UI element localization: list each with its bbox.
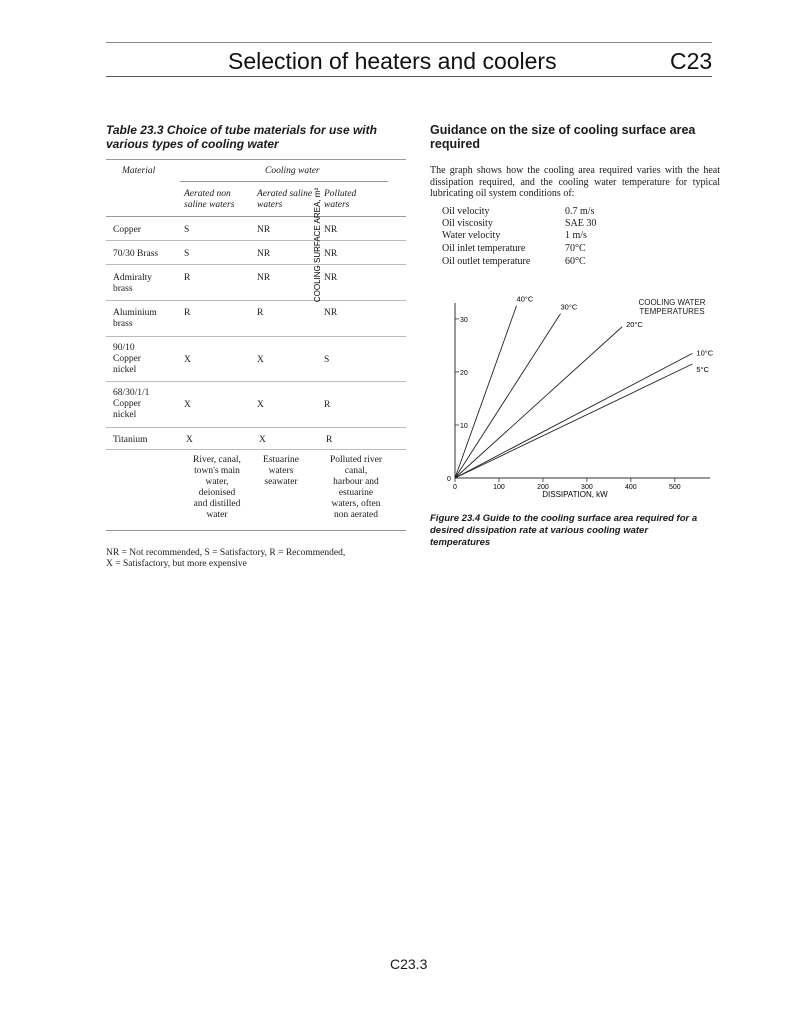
condition-label: Oil inlet temperature bbox=[442, 243, 526, 254]
rating-cell: S bbox=[324, 355, 330, 365]
x-tick-label: 100 bbox=[493, 484, 505, 491]
col-header-material: Material bbox=[122, 166, 156, 176]
series-line bbox=[455, 314, 561, 478]
rating-cell: X bbox=[184, 400, 191, 410]
x-tick-label: 0 bbox=[453, 484, 457, 491]
x-tick-label: 300 bbox=[581, 484, 593, 491]
page-number: C23.3 bbox=[390, 956, 428, 972]
series-label: 40°C bbox=[516, 294, 534, 304]
y-tick-label: 0 bbox=[447, 476, 451, 483]
series-label: 5°C bbox=[696, 364, 710, 374]
x-axis-label: DISSIPATION, kW bbox=[542, 490, 608, 499]
x-tick-label: 400 bbox=[625, 484, 637, 491]
col-header-polluted: Polluted waters bbox=[324, 189, 357, 210]
rating-cell: NR bbox=[324, 308, 338, 318]
rating-cell: R bbox=[184, 308, 191, 318]
rating-cell: S bbox=[184, 225, 190, 235]
material-cell: 70/30 Brass bbox=[113, 249, 159, 259]
example-cell: Polluted river canal, harbour and estuarine waters, often non aerated bbox=[330, 455, 382, 520]
row-rule bbox=[106, 427, 406, 428]
series-line bbox=[455, 306, 517, 478]
y-axis-label: COOLING SURFACE AREA, m² bbox=[313, 187, 322, 303]
material-cell: Admiralty brass bbox=[113, 273, 153, 294]
group-rule bbox=[180, 181, 388, 182]
col-header-aerated-saline: Aerated saline waters bbox=[257, 189, 313, 210]
header-bottom-rule bbox=[106, 76, 712, 77]
y-tick-label: 20 bbox=[460, 369, 468, 377]
legend-title: COOLING WATER TEMPERATURES bbox=[638, 298, 706, 316]
condition-value: 0.7 m/s bbox=[565, 206, 595, 217]
condition-label: Oil outlet temperature bbox=[442, 256, 531, 267]
rating-cell: S bbox=[184, 249, 190, 259]
rating-cell: X bbox=[259, 435, 266, 445]
rating-cell: R bbox=[324, 400, 331, 410]
col-header-aerated-non-saline: Aerated non saline waters bbox=[184, 189, 235, 210]
material-cell: Copper bbox=[113, 225, 141, 235]
table-top-rule bbox=[106, 159, 406, 160]
rating-cell: NR bbox=[257, 225, 271, 235]
material-cell: Titanium bbox=[113, 435, 148, 445]
row-rule bbox=[106, 381, 406, 382]
rating-cell: R bbox=[326, 435, 333, 445]
header-row-rule bbox=[106, 216, 406, 217]
section-code: C23 bbox=[670, 48, 713, 74]
condition-value: SAE 30 bbox=[565, 218, 597, 229]
row-rule bbox=[106, 264, 406, 265]
condition-value: 70°C bbox=[565, 243, 586, 254]
material-cell: 68/30/1/1 Copper nickel bbox=[113, 388, 150, 420]
x-tick-label: 500 bbox=[668, 484, 681, 491]
series-line bbox=[455, 364, 692, 478]
rating-cell: NR bbox=[324, 273, 338, 283]
series-label: 20°C bbox=[626, 319, 643, 329]
table-bottom-rule bbox=[106, 530, 406, 531]
page-title: Selection of heaters and coolers bbox=[228, 48, 557, 74]
body-paragraph: The graph shows how the cooling area required varies with the heat dissipation required, and the cooling water temperature for typical lubricating oil system conditions of: bbox=[430, 165, 720, 199]
col-header-cooling-water: Cooling water bbox=[265, 166, 320, 176]
section-heading: Guidance on the size of cooling surface area required bbox=[430, 123, 696, 151]
row-rule bbox=[106, 336, 406, 337]
table-caption: Table 23.3 Choice of tube materials for use with various types of cooling water bbox=[106, 123, 377, 151]
rating-cell: X bbox=[257, 400, 264, 410]
row-rule bbox=[106, 449, 406, 450]
row-rule bbox=[106, 240, 406, 241]
rating-cell: X bbox=[257, 355, 264, 365]
material-cell: Aluminium brass bbox=[113, 308, 157, 329]
rating-cell: R bbox=[257, 308, 264, 318]
rating-cell: NR bbox=[257, 249, 271, 259]
table-note: NR = Not recommended, S = Satisfactory, R = Recommended, X = Satisfactory, but more expensive bbox=[106, 548, 346, 569]
material-cell: 90/10 Copper nickel bbox=[113, 343, 141, 375]
rating-cell: R bbox=[184, 273, 191, 283]
condition-value: 1 m/s bbox=[565, 230, 587, 241]
rating-cell: X bbox=[184, 355, 191, 365]
figure-caption: Figure 23.4 Guide to the cooling surface area required for a desired dissipation rate at various cooling water temperatures bbox=[430, 513, 698, 548]
row-rule bbox=[106, 300, 406, 301]
header-top-rule bbox=[106, 42, 712, 43]
example-cell: Estuarine waters seawater bbox=[263, 455, 299, 487]
rating-cell: NR bbox=[257, 273, 271, 283]
condition-label: Water velocity bbox=[442, 230, 501, 241]
series-label: 10°C bbox=[696, 348, 714, 358]
y-tick-label: 30 bbox=[460, 316, 468, 324]
series-label: 30°C bbox=[560, 302, 578, 312]
rating-cell: NR bbox=[324, 225, 338, 235]
series-line bbox=[455, 353, 692, 478]
x-tick-label: 200 bbox=[537, 484, 549, 491]
series-line bbox=[455, 327, 622, 478]
condition-value: 60°C bbox=[565, 256, 586, 267]
rating-cell: NR bbox=[324, 249, 338, 259]
example-cell: River, canal, town's main water, deionised and distilled water bbox=[193, 455, 241, 520]
y-tick-label: 10 bbox=[460, 422, 468, 430]
condition-label: Oil viscosity bbox=[442, 218, 493, 229]
condition-label: Oil velocity bbox=[442, 206, 490, 217]
rating-cell: X bbox=[186, 435, 193, 445]
